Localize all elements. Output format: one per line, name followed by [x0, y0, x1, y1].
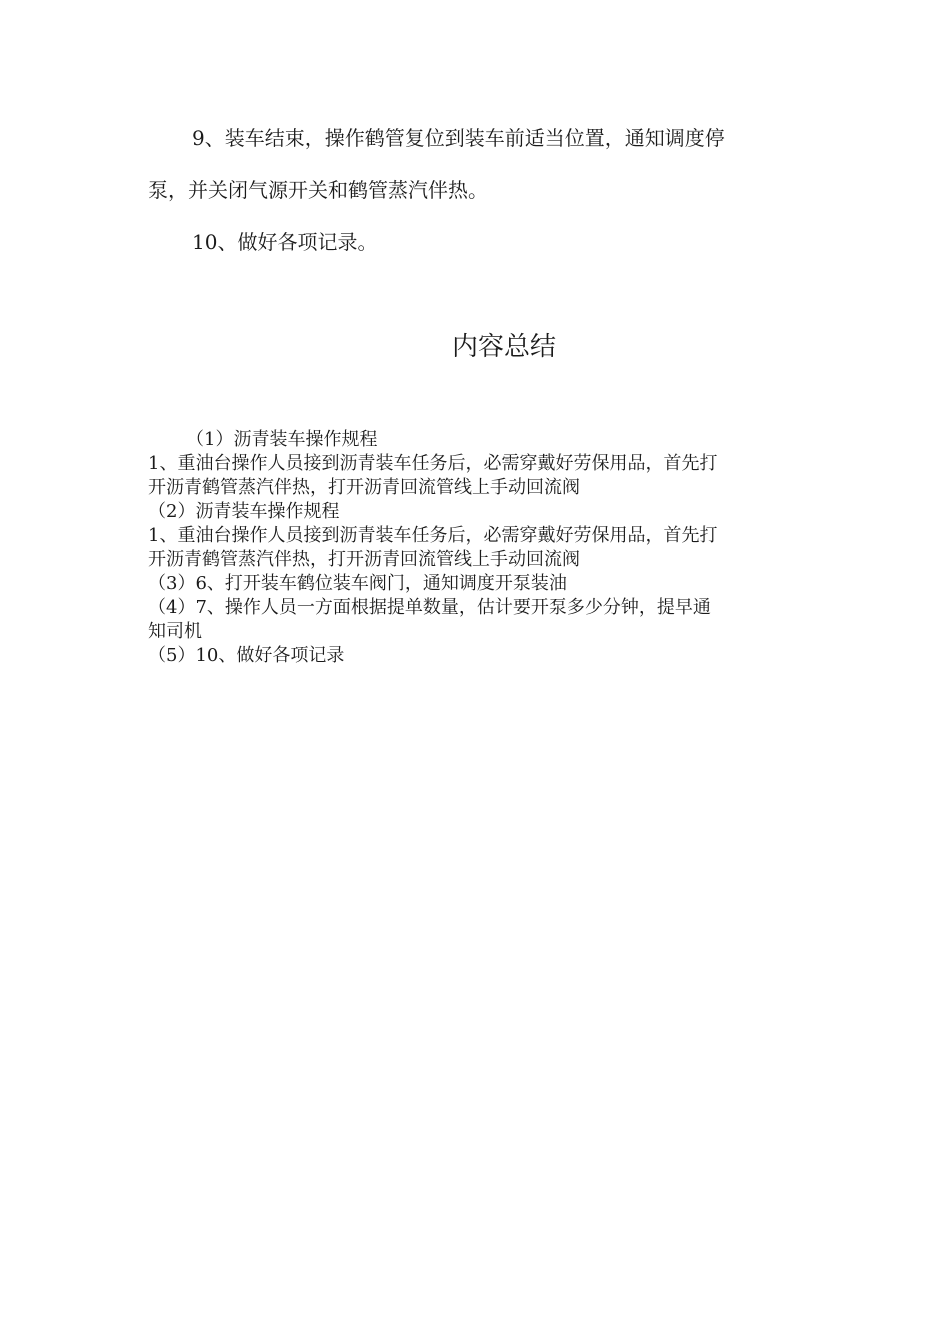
- summary-line: 知司机: [148, 621, 202, 642]
- paragraph-item-9: 9、装车结束，操作鹤管复位到装车前适当位置，通知调度停: [192, 126, 725, 150]
- summary-line: （4）7、操作人员一方面根据提单数量，估计要开泵多少分钟，提早通: [148, 597, 711, 618]
- paragraph-item-9-continued: 泵，并关闭气源开关和鹤管蒸汽伴热。: [148, 178, 488, 202]
- summary-line: （5）10、做好各项记录: [148, 645, 345, 666]
- summary-line: 1、重油台操作人员接到沥青装车任务后，必需穿戴好劳保用品，首先打: [148, 525, 718, 546]
- summary-line: （3）6、打开装车鹤位装车阀门，通知调度开泵装油: [148, 573, 567, 594]
- summary-line: （1）沥青装车操作规程: [186, 429, 378, 450]
- summary-line: 1、重油台操作人员接到沥青装车任务后，必需穿戴好劳保用品，首先打: [148, 453, 718, 474]
- summary-line: 开沥青鹤管蒸汽伴热，打开沥青回流管线上手动回流阀: [148, 549, 580, 570]
- summary-section: [148, 428, 828, 668]
- summary-line: （2）沥青装车操作规程: [148, 501, 340, 522]
- paragraph-item-10: 10、做好各项记录。: [192, 230, 378, 254]
- summary-line: 开沥青鹤管蒸汽伴热，打开沥青回流管线上手动回流阀: [148, 477, 580, 498]
- summary-title: 内容总结: [451, 332, 556, 362]
